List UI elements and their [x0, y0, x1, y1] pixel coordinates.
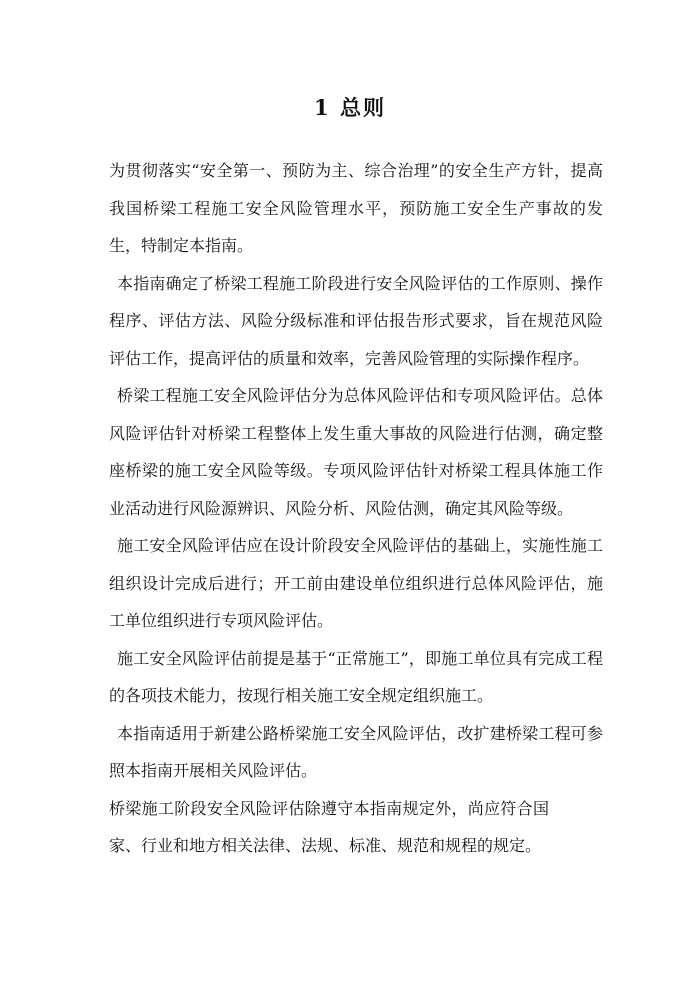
page-title: 1 总则 — [314, 95, 386, 120]
paragraph-purpose: 为贯彻落实“安全第一、预防为主、综合治理”的安全生产方针，提高我国桥梁工程施工安全风险管理水平，预防施工安全生产事故的发生，特制定本指南。 — [109, 161, 603, 255]
paragraph-assessment-timing: 施工安全风险评估应在设计阶段安全风险评估的基础上，实施性施工组织设计完成后进行；开工前由建设单位组织进行总体风险评估，施工单位组织进行专项风险评估。 — [109, 536, 603, 630]
paragraph-assessment-types: 桥梁工程施工安全风险评估分为总体风险评估和专项风险评估。总体风险评估针对桥梁工程整体上发生重大事故的风险进行估测，确定整座桥梁的施工安全风险等级。专项风险评估针对桥梁工程具体施工作业活动进行风险源辨识、风险分析、风险估测，确定其风险等级。 — [109, 386, 603, 518]
paragraph-applicability: 本指南适用于新建公路桥梁施工安全风险评估，改扩建桥梁工程可参照本指南开展相关风险评估。 — [109, 723, 603, 780]
document-body — [109, 152, 603, 865]
paragraph-assessment-premise: 施工安全风险评估前提是基于“正常施工”，即施工单位具有完成工程的各项技术能力，按现行相关施工安全规定组织施工。 — [109, 648, 603, 705]
paragraph-compliance: 桥梁施工阶段安全风险评估除遵守本指南规定外，尚应符合国家、行业和地方相关法律、法规、标准、规范和规程的规定。 — [109, 798, 549, 855]
paragraph-scope-of-guide: 本指南确定了桥梁工程施工阶段进行安全风险评估的工作原则、操作程序、评估方法、风险分级标准和评估报告形式要求，旨在规范风险评估工作，提高评估的质量和效率，完善风险管理的实际操作程序。 — [109, 273, 603, 368]
